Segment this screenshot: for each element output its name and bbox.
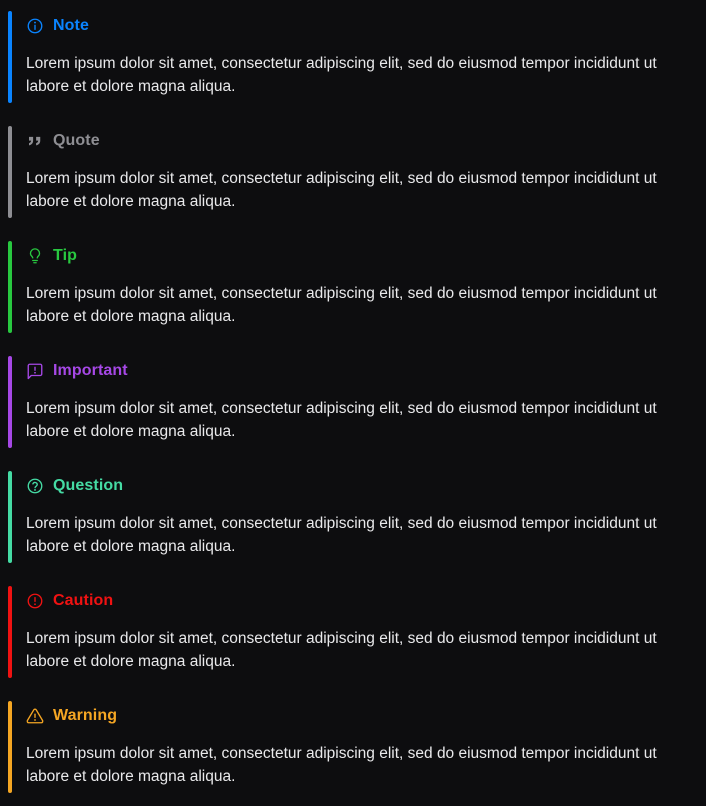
message-square-exclamation-icon: [26, 362, 44, 380]
question-accent-bar: [8, 471, 12, 563]
caution-accent-bar: [8, 586, 12, 678]
callout-important: [8, 356, 696, 448]
callout-important-label: Important: [53, 362, 128, 379]
callout-quote: [8, 126, 696, 218]
callout-warning-body: Lorem ipsum dolor sit amet, consectetur adipiscing elit, sed do eiusmod tempor incididunt ut labore et dolore magna aliqua.: [26, 745, 657, 785]
callout-important-body: Lorem ipsum dolor sit amet, consectetur adipiscing elit, sed do eiusmod tempor incididunt ut labore et dolore magna aliqua.: [26, 400, 657, 440]
callout-note-body: Lorem ipsum dolor sit amet, consectetur adipiscing elit, sed do eiusmod tempor incididunt ut labore et dolore magna aliqua.: [26, 55, 657, 95]
callout-quote-label: Quote: [53, 132, 100, 149]
info-circle-icon: [26, 17, 44, 35]
callout-quote-title: [26, 131, 696, 151]
question-circle-icon: [26, 477, 44, 495]
callout-tip: [8, 241, 696, 333]
callout-question: [8, 471, 696, 563]
callout-tip-label: Tip: [53, 247, 78, 264]
lightbulb-icon: [26, 247, 44, 265]
callout-question-title: [26, 476, 696, 496]
quote-accent-bar: [8, 126, 12, 218]
callout-important-title: [26, 361, 696, 381]
callout-note-title: [26, 16, 696, 36]
callout-caution-label: Caution: [53, 592, 114, 609]
callout-note-label: Note: [53, 17, 89, 34]
callout-caution-title: [26, 591, 696, 611]
important-accent-bar: [8, 356, 12, 448]
warning-accent-bar: [8, 701, 12, 793]
callout-caution: [8, 586, 696, 678]
quote-icon: [26, 132, 44, 150]
alert-triangle-icon: [26, 707, 44, 725]
callout-warning-title: [26, 706, 696, 726]
callout-note: [8, 11, 696, 103]
callout-tip-body: Lorem ipsum dolor sit amet, consectetur adipiscing elit, sed do eiusmod tempor incididunt ut labore et dolore magna aliqua.: [26, 285, 657, 325]
alert-circle-icon: [26, 592, 44, 610]
note-accent-bar: [8, 11, 12, 103]
callout-caution-body: Lorem ipsum dolor sit amet, consectetur adipiscing elit, sed do eiusmod tempor incididunt ut labore et dolore magna aliqua.: [26, 630, 657, 670]
callout-question-label: Question: [53, 477, 124, 494]
callout-quote-body: Lorem ipsum dolor sit amet, consectetur adipiscing elit, sed do eiusmod tempor incididunt ut labore et dolore magna aliqua.: [26, 170, 657, 210]
callout-tip-title: [26, 246, 696, 266]
callout-warning-label: Warning: [53, 707, 118, 724]
callout-warning: [8, 701, 696, 793]
tip-accent-bar: [8, 241, 12, 333]
callout-question-body: Lorem ipsum dolor sit amet, consectetur adipiscing elit, sed do eiusmod tempor incididunt ut labore et dolore magna aliqua.: [26, 515, 657, 555]
